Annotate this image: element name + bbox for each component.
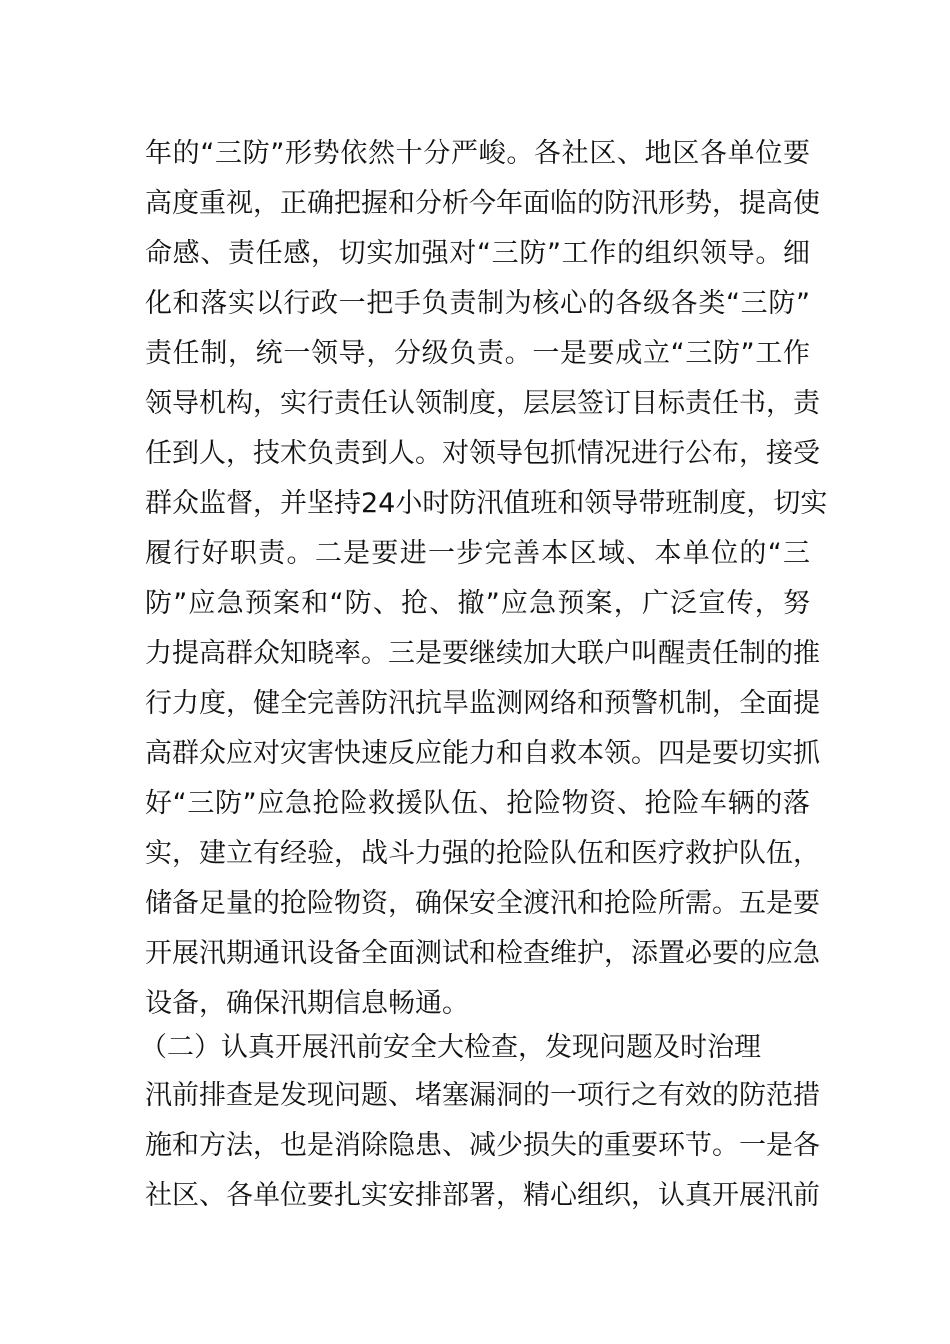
paragraph-2-line: 施和方法，也是消除隐患、减少损失的重要环节。一是各 [145,1130,820,1161]
paragraph-1-line: 储备足量的抢险物资，确保安全渡汛和抢险所需。五是要 [145,888,820,919]
paragraph-1-line: 年的“三防”形势依然十分严峻。各社区、地区各单位要 [145,138,810,169]
paragraph-1-line: 责任制，统一领导，分级负责。一是要成立“三防”工作 [145,338,810,369]
paragraph-2-line: 汛前排查是发现问题、堵塞漏洞的一项行之有效的防范措 [145,1080,820,1111]
paragraph-1-line: 化和落实以行政一把手负责制为核心的各级各类“三防” [145,288,810,319]
paragraph-1-line: 设备，确保汛期信息畅通。 [145,988,469,1019]
section-heading: （二）认真开展汛前安全大检查，发现问题及时治理 [140,1032,761,1063]
paragraph-1-line: 领导机构，实行责任认领制度，层层签订目标责任书，责 [145,388,820,419]
paragraph-2-line: 社区、各单位要扎实安排部署，精心组织，认真开展汛前 [145,1180,820,1211]
paragraph-1-line: 力提高群众知晓率。三是要继续加大联户叫醒责任制的推 [145,638,820,669]
paragraph-1-line: 履行好职责。二是要进一步完善本区域、本单位的“三 [145,538,810,569]
paragraph-1-line: 群众监督，并坚持24小时防汛值班和领导带班制度，切实 [145,488,828,519]
paragraph-1-line: 开展汛期通讯设备全面测试和检查维护，添置必要的应急 [145,938,820,969]
paragraph-1-line: 行力度，健全完善防汛抗旱监测网络和预警机制，全面提 [145,688,820,719]
paragraph-1-line: 高度重视，正确把握和分析今年面临的防汛形势，提高使 [145,188,820,219]
paragraph-1-line: 防”应急预案和“防、抢、撤”应急预案，广泛宣传，努 [145,588,810,619]
paragraph-1-line: 命感、责任感，切实加强对“三防”工作的组织领导。细 [145,238,810,269]
paragraph-1-line: 好“三防”应急抢险救援队伍、抢险物资、抢险车辆的落 [145,788,810,819]
paragraph-1-line: 任到人，技术负责到人。对领导包抓情况进行公布，接受 [145,438,820,469]
paragraph-1-line: 高群众应对灾害快速反应能力和自救本领。四是要切实抓 [145,738,820,769]
paragraph-1-line: 实，建立有经验，战斗力强的抢险队伍和医疗救护队伍， [145,838,820,869]
